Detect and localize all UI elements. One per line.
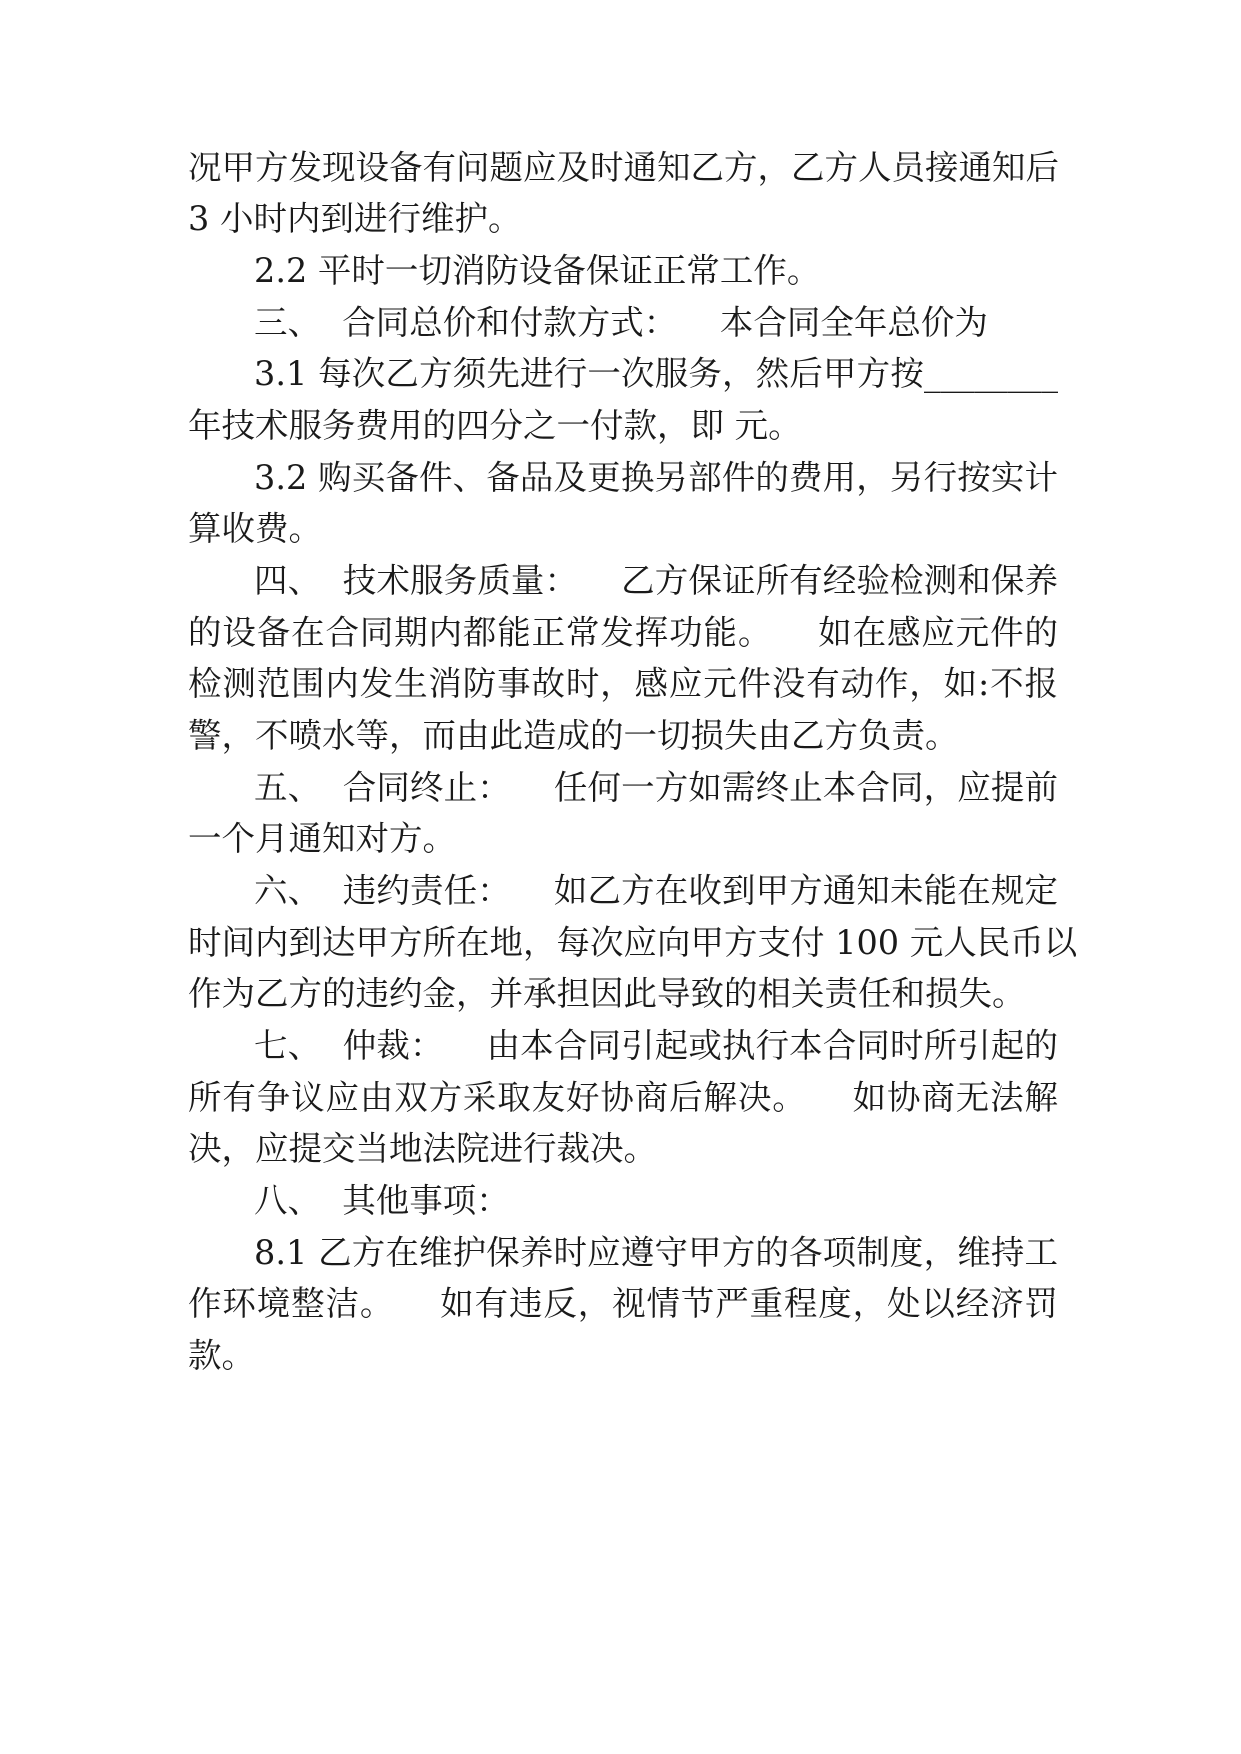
text-line: 款。: [188, 1336, 255, 1375]
text-line: 3.2 购买备件、备品及更换另部件的费用，另行按实计: [254, 458, 1058, 497]
text-line: 作为乙方的违约金，并承担因此导致的相关责任和损失。: [188, 974, 1026, 1013]
text-line: 算收费。: [188, 509, 322, 548]
text-line: 3.1 每次乙方须先进行一次服务，然后甲方按________: [254, 354, 1058, 393]
text-line: 决，应提交当地法院进行裁决。: [188, 1129, 657, 1168]
text-line: 检测范围内发生消防事故时，感应元件没有动作，如:不报: [188, 664, 1058, 703]
text-line: 2.2 平时一切消防设备保证正常工作。: [254, 251, 821, 290]
text-line: 八、 其他事项：: [254, 1181, 510, 1220]
text-line: 七、 仲裁： 由本合同引起或执行本合同时所引起的: [254, 1026, 1058, 1065]
text-line: 况甲方发现设备有问题应及时通知乙方，乙方人员接通知后: [188, 148, 1059, 187]
text-line: 的设备在合同期内都能正常发挥功能。 如在感应元件的: [188, 613, 1058, 652]
text-line: 一个月通知对方。: [188, 819, 456, 858]
text-line: 3 小时内到进行维护。: [188, 199, 522, 238]
text-line: 所有争议应由双方采取友好协商后解决。 如协商无法解: [188, 1078, 1058, 1117]
text-line: 时间内到达甲方所在地，每次应向甲方支付 100 元人民币以: [188, 923, 1078, 962]
text-line: 年技术服务费用的四分之一付款，即 元。: [188, 406, 802, 445]
text-line: 8.1 乙方在维护保养时应遵守甲方的各项制度，维持工: [254, 1233, 1058, 1272]
text-line: 警，不喷水等，而由此造成的一切损失由乙方负责。: [188, 716, 959, 755]
text-line: 作环境整洁。 如有违反，视情节严重程度，处以经济罚: [188, 1284, 1058, 1323]
text-line: 六、 违约责任： 如乙方在收到甲方通知未能在规定: [254, 871, 1058, 910]
text-line: 五、 合同终止： 任何一方如需终止本合同，应提前: [254, 768, 1058, 807]
text-line: 四、 技术服务质量： 乙方保证所有经验检测和保养: [254, 561, 1058, 600]
text-line: 三、 合同总价和付款方式： 本合同全年总价为: [254, 303, 988, 342]
